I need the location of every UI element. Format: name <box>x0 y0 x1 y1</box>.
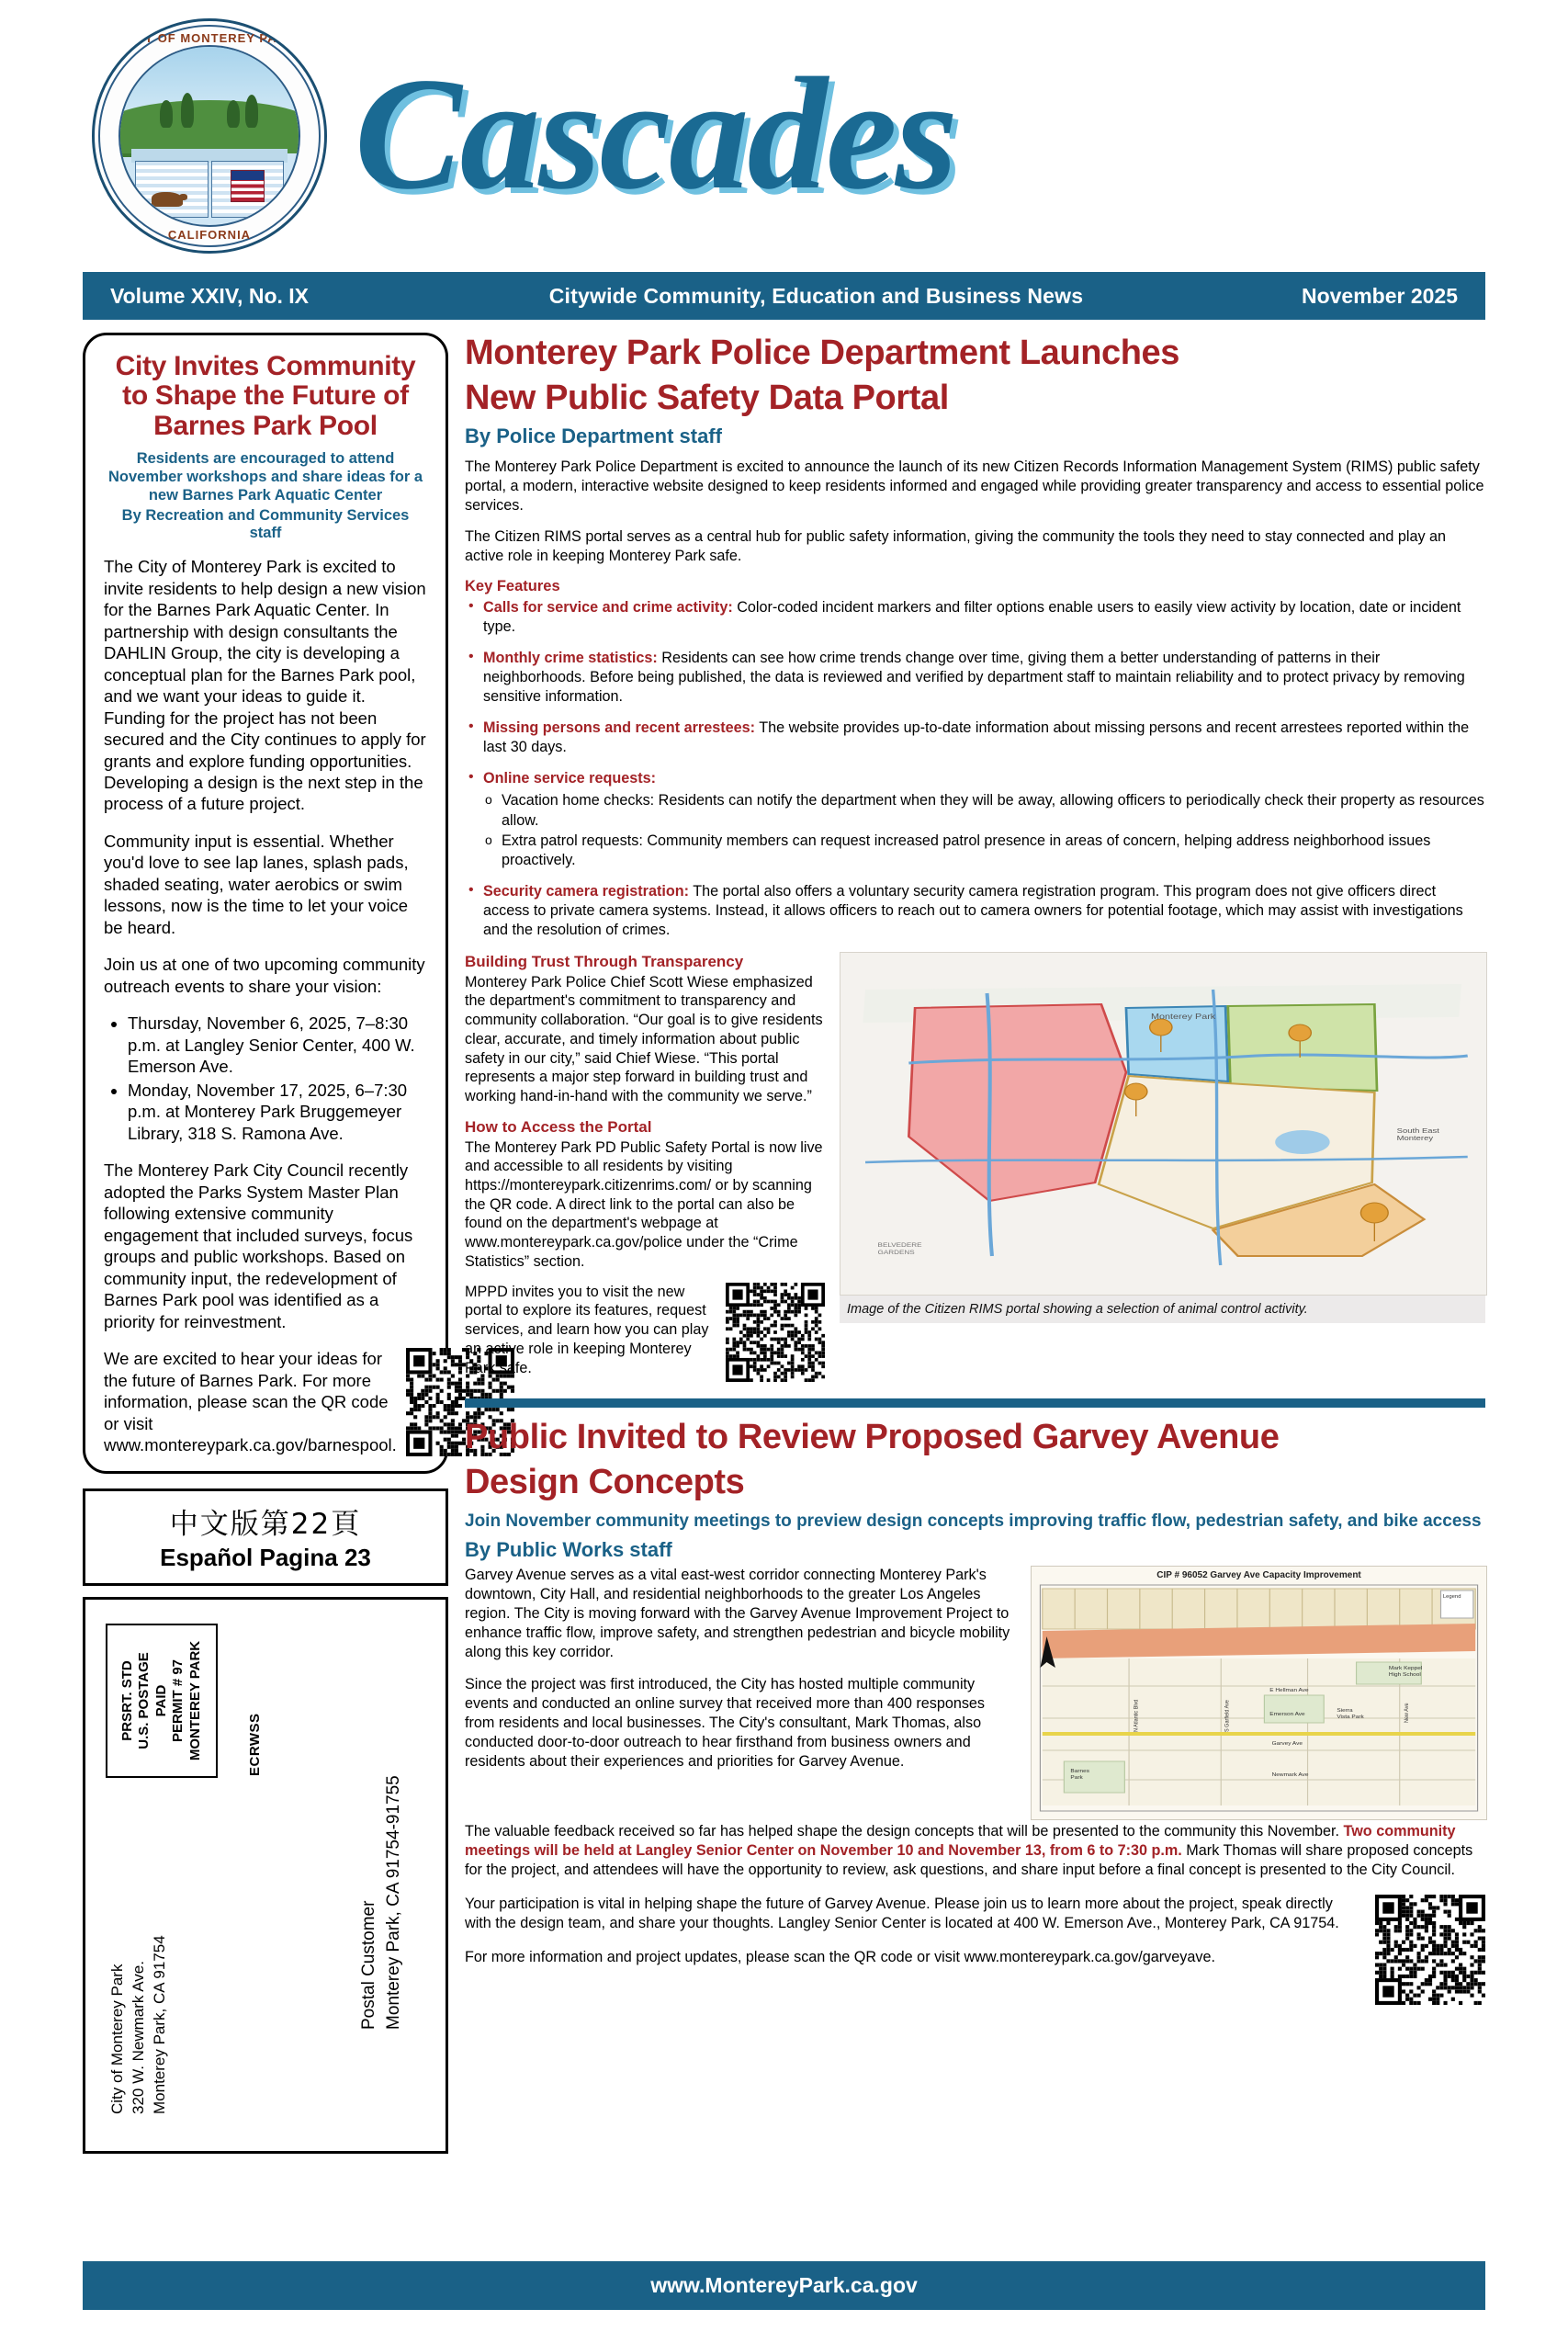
address-line: Postal Customer <box>359 1900 378 2031</box>
svg-text:Barnes: Barnes <box>1070 1769 1089 1774</box>
police-portal-qr-code[interactable] <box>726 1283 825 1382</box>
svg-text:GARDENS: GARDENS <box>877 1249 915 1256</box>
tagline: Citywide Community, Education and Business News <box>548 283 1084 308</box>
postage-permit-box <box>106 1624 218 1778</box>
feature-label: Security camera registration: <box>483 882 690 900</box>
police-lower-section <box>465 952 1485 1382</box>
paragraph: The Monterey Park PD Public Safety Portal is now live and accessible to all residents by visiting https://montereypark.citizenrims.com/ or by scanning the QR code. A direct link to the portal can also be found on the department's webpage at www.montereypark.ca.gov/police under the “Crime Statistics” section. <box>465 1138 823 1270</box>
paragraph: Monterey Park Police Chief Scott Wiese emphasized the department's commitment to transparency and community collaboration. “Our goal is to give residents clear, accurate, and timely information about public safety in our city,” said Chief Wiese. “This portal represents a major step forward in building trust and working hand-in-hand with the community we serve.” <box>465 973 823 1105</box>
garvey-map-title: CIP # 96052 Garvey Ave Capacity Improvement <box>1156 1569 1361 1580</box>
svg-text:South East: South East <box>1396 1126 1439 1135</box>
garvey-top-row <box>465 1566 1485 1820</box>
svg-text:Vista Park: Vista Park <box>1337 1715 1364 1720</box>
rims-image-caption: Image of the Citizen RIMS portal showing a selection of animal control activity. <box>840 1296 1485 1323</box>
svg-text:New Ave: New Ave <box>1404 1703 1411 1723</box>
text-part: The valuable feedback received so far has helped shape the design concepts that will be presented to the community this November. <box>465 1822 1344 1839</box>
language-versions-box <box>83 1488 448 1586</box>
paragraph: MPPD invites you to visit the new portal to explore its features, request services, and learn how you can play an active role in keeping Monterey Park safe. <box>465 1283 709 1376</box>
paragraph: Join us at one of two upcoming community outreach events to share your vision: <box>104 955 425 996</box>
paragraph: The City of Monterey Park is excited to invite residents to help design a new vision for the Barnes Park Aquatic Center. In partnership with design consultants the DAHLIN Group, the city is developing a conceptual plan for the Barnes Park pool, and we want your ideas to guide it. Funding for the project has not been secured and the City continues to apply for grants and explore funding opportunities. Developing a design is the next step in the process of a future project. <box>104 557 426 814</box>
trust-heading: Building Trust Through Transparency <box>465 952 744 970</box>
permit-line: U.S. POSTAGE <box>136 1652 152 1749</box>
address-line: Monterey Park, CA 91754-91755 <box>383 1775 403 2031</box>
seal-top-text: CITY OF MONTEREY PARK <box>122 31 297 45</box>
list-item: • Monday, November 17, 2025, 6–7:30 p.m. at Monterey Park Bruggemeyer Library, 318 S. Ramona Ave. <box>128 1080 427 1144</box>
police-qr-row <box>465 1283 825 1382</box>
barnes-park-subhead: Residents are encouraged to attend November workshops and share ideas for a new Barnes Park Aquatic Center <box>107 450 423 504</box>
return-address <box>107 1935 171 2114</box>
barnes-qr-row <box>104 1348 427 1456</box>
address-line: City of Monterey Park <box>108 1964 126 2115</box>
list-item: • Thursday, November 6, 2025, 7–8:30 p.m. at Langley Senior Center, 400 W. Emerson Ave. <box>128 1013 427 1077</box>
address-line: Monterey Park, CA 91754 <box>150 1935 168 2115</box>
feature-label: Monthly crime statistics: <box>483 650 658 667</box>
svg-text:Garvey Ave: Garvey Ave <box>1271 1741 1303 1747</box>
svg-text:Legend: Legend <box>1442 1594 1461 1600</box>
service-request-sublist <box>483 791 1485 869</box>
barnes-park-headline: City Invites Community to Shape the Future of Barnes Park Pool <box>115 351 416 441</box>
police-text-column <box>465 952 825 1382</box>
feature-text: The website provides up-to-date information about missing persons and recent arrestees reported within the last 30 days. <box>483 719 1470 756</box>
postal-customer-address <box>357 1775 406 2030</box>
svg-text:Sierra: Sierra <box>1337 1708 1353 1714</box>
citizen-rims-map-image <box>840 952 1487 1296</box>
garvey-story <box>465 1417 1485 2005</box>
issue-date: November 2025 <box>1301 283 1458 308</box>
feature-label: Online service requests: <box>483 770 657 787</box>
headline-line: Public Invited to Review Proposed Garvey Avenue <box>465 1417 1280 1456</box>
feature-text: The portal also offers a voluntary security camera registration program. This program does not give officers direct access to private camera systems. Instead, it allows officers to reach out to camera owners for potential footage, which may assist with investigations and the resolution of crimes. <box>483 882 1463 938</box>
feature-item <box>465 769 1485 869</box>
permit-line: PERMIT # 97 <box>170 1659 186 1743</box>
left-column <box>83 333 448 2154</box>
paragraph: Your participation is vital in helping shape the future of Garvey Avenue. Please join us to learn more about the project, speak directly with the design team, and share your thoughts. Langley Senior Center is located at 400 W. Emerson Ave., Monterey Park, CA 91754. <box>465 1895 1339 1932</box>
access-heading: How to Access the Portal <box>465 1117 652 1136</box>
paragraph: Garvey Avenue serves as a vital east-west corridor connecting Monterey Park's downtown, City Hall, and residential neighborhoods to the greater Los Angeles region. The City is moving forward with the Garvey Avenue Improvement Project to enhance traffic flow, improve safety, and strengthen pedestrian and bicycle mobility along this key corridor. <box>465 1566 1010 1660</box>
permit-line: PRSRT. STD <box>118 1660 135 1741</box>
paragraph: We are excited to hear your ideas for the future of Barnes Park. For more information, please scan the QR code or visit www.montereypark.ca.gov/barnespool. <box>104 1349 397 1455</box>
feature-item <box>465 649 1485 707</box>
garvey-map-column <box>1031 1566 1485 1820</box>
feature-text: Residents can see how crime trends change over time, giving them a better understanding of patterns in their neighborhoods. Before being published, the data is reviewed and verified by department staff to maintain reliability and to protect privacy by removing sensitive information. <box>483 650 1465 706</box>
text-part: Mark Thomas will share proposed concepts for the project, and attendees will have the opportunity to review, ask questions, and share input before a final concept is presented to the City Council. <box>465 1842 1473 1879</box>
section-divider <box>465 1398 1485 1408</box>
svg-text:Park: Park <box>1070 1775 1083 1781</box>
garvey-capacity-map-image <box>1031 1566 1487 1820</box>
feature-label: Missing persons and recent arrestees: <box>483 719 755 737</box>
paragraph: The Monterey Park City Council recently adopted the Parks System Master Plan following extensive community engagement that included surveys, focus groups and public workshops. Based on community input, the redevelopment of Barnes Park pool was identified as a priority for reinvestment. <box>104 1160 413 1331</box>
paragraph: For more information and project updates, please scan the QR code or visit www.montereypark.ca.gov/garveyave. <box>465 1948 1215 1965</box>
right-column <box>465 333 1485 2154</box>
barnes-park-body <box>104 556 427 1456</box>
address-line: 320 W. Newmark Ave. <box>129 1961 147 2115</box>
masthead <box>0 0 1568 266</box>
key-features-heading: Key Features <box>465 577 560 594</box>
svg-text:S Garfield Ave: S Garfield Ave <box>1224 1699 1231 1732</box>
barnes-park-story <box>83 333 448 1474</box>
page-content <box>0 320 1568 2154</box>
list-item: o Vacation home checks: Residents can notify the department when they will be away, allowing officers to periodically check their property as resources allow. <box>483 791 1485 830</box>
key-features-list <box>465 598 1485 940</box>
seal-bottom-text: CALIFORNIA <box>167 228 252 242</box>
permit-line: MONTEREY PARK <box>186 1641 203 1761</box>
police-story <box>465 333 1485 1382</box>
footer-bar <box>83 2261 1485 2310</box>
svg-text:N Atlantic Blvd: N Atlantic Blvd <box>1134 1699 1140 1732</box>
garvey-map-svg <box>1032 1567 1486 1819</box>
headline-line: New Public Safety Data Portal <box>465 378 949 417</box>
garvey-project-qr-code[interactable] <box>1375 1895 1485 2005</box>
feature-item <box>465 598 1485 637</box>
feature-label: Calls for service and crime activity: <box>483 598 733 616</box>
meeting-details: Two community meetings will be held at Langley Senior Center on November 10 and November 13, from 6 to 7:30 p.m. <box>465 1822 1456 1860</box>
rims-map-svg <box>840 953 1486 1295</box>
headline-line: Monterey Park Police Department Launches <box>465 334 1180 372</box>
ecrwss-label: ECRWSS <box>247 1713 263 1777</box>
svg-text:Mark Keppel: Mark Keppel <box>1388 1666 1423 1671</box>
headline-line: Design Concepts <box>465 1463 745 1502</box>
garvey-headline <box>465 1417 1485 1504</box>
police-image-column <box>840 952 1485 1382</box>
svg-text:Emerson Ave: Emerson Ave <box>1269 1712 1305 1717</box>
svg-text:Newmark Ave: Newmark Ave <box>1271 1772 1309 1778</box>
garvey-text-column <box>465 1566 1016 1820</box>
feature-item <box>465 719 1485 757</box>
paragraph <box>465 1822 1485 1881</box>
feature-text: Color-coded incident markers and filter options enable users to easily view activity by location, date or incident type. <box>483 598 1461 636</box>
police-headline <box>465 333 1485 419</box>
volume-label: Volume XXIV, No. IX <box>110 283 310 308</box>
permit-line: PAID <box>152 1684 169 1717</box>
paragraph: The Citizen RIMS portal serves as a central hub for public safety information, giving the community the tools they need to stay connected and play an active role in keeping Monterey Park safe. <box>465 527 1447 564</box>
paragraph: The Monterey Park Police Department is excited to announce the launch of its new Citizen Records Information Management System (RIMS) public safety portal, a modern, interactive website designed to keep residents informed and engaged while providing greater transparency and access to essential police services. <box>465 458 1484 514</box>
event-list <box>104 1013 427 1144</box>
list-item: o Extra patrol requests: Community members can request increased patrol presence in areas of concern, helping address neighborhood issues proactively. <box>483 832 1485 870</box>
garvey-body <box>465 1822 1485 2005</box>
garvey-byline: By Public Works staff <box>465 1537 672 1561</box>
police-intro <box>465 458 1485 566</box>
barnes-park-byline: By Recreation and Community Services staff <box>121 506 410 542</box>
chinese-version-label: 中文版第22頁 <box>169 1508 362 1542</box>
footer-url[interactable]: www.MontereyPark.ca.gov <box>650 2273 918 2297</box>
garvey-bottom-row <box>465 1895 1485 2005</box>
issue-banner <box>83 272 1485 320</box>
spanish-version-label: Español Pagina 23 <box>160 1544 371 1572</box>
police-byline: By Police Department staff <box>465 424 722 447</box>
paragraph: Community input is essential. Whether you'd love to see lap lanes, splash pads, shaded seating, water aerobics or swim lessons, now is the time to let your voice be heard. <box>104 831 409 937</box>
mailing-panel <box>83 1597 448 2154</box>
feature-item <box>465 882 1485 940</box>
svg-text:Monterey Park: Monterey Park <box>1150 1013 1216 1022</box>
city-seal-icon <box>92 18 327 254</box>
publication-title: Cascades <box>355 43 956 222</box>
paragraph: Since the project was first introduced, the City has hosted multiple community events and conducted an online survey that received more than 400 responses from residents and local businesses. The City's consultant, Mark Thomas, also conducted door-to-door outreach to hear firsthand from business owners and residents about their experiences and priorities for Garvey Avenue. <box>465 1675 986 1771</box>
garvey-deck: Join November community meetings to preview design concepts improving traffic flow, pedestrian safety, and bike access <box>465 1511 1482 1531</box>
svg-text:E Hellman Ave: E Hellman Ave <box>1269 1688 1309 1693</box>
svg-text:High School: High School <box>1388 1672 1421 1678</box>
svg-text:Monterey: Monterey <box>1396 1134 1434 1142</box>
svg-text:BELVEDERE: BELVEDERE <box>877 1241 922 1249</box>
